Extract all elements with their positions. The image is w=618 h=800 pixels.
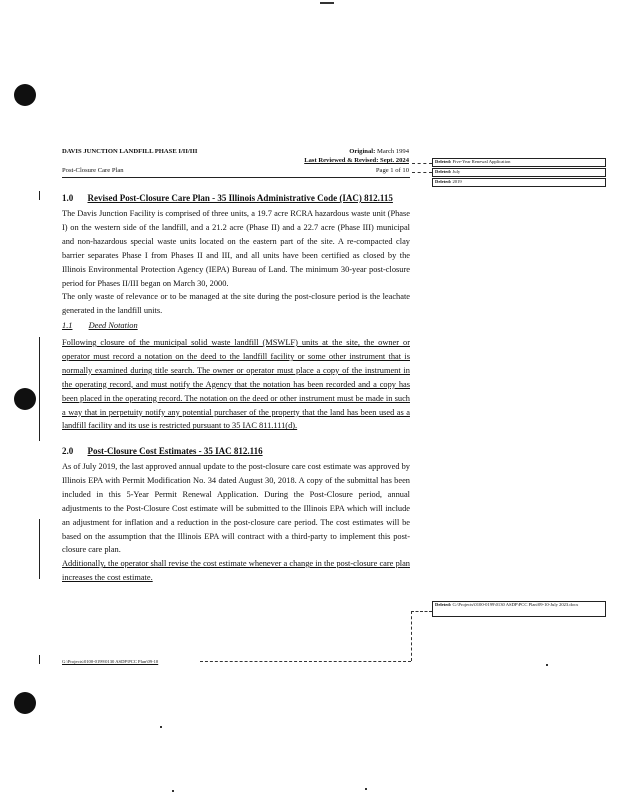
scan-speck	[365, 788, 367, 790]
comment-balloon: Deleted: G:\Projects\0100-0199\0130 ASDP\PCC Plan\09-10-July 2023.docx	[432, 601, 606, 617]
change-bar	[39, 519, 40, 579]
subsection-1-1-heading	[62, 321, 138, 330]
comment-leader	[412, 172, 432, 173]
section-2-heading	[62, 446, 263, 456]
section-2-paragraph-2: Additionally, the operator shall revise the cost estimate whenever a change in the post-closure care plan increases the cost estimate.	[62, 559, 410, 582]
section-title: Post-Closure Cost Estimates - 35 IAC 812.116	[87, 446, 263, 456]
subsection-title: Deed Notation	[88, 321, 138, 330]
scan-speck	[172, 790, 174, 792]
change-bar	[39, 191, 40, 200]
deed-notation-paragraph: Following closure of the municipal solid waste landfill (MSWLF) units at the site, the owner or operator must record a notation on the deed to the landfill facility or some other instrument that is normally examined during title search. The owner or operator must place a copy of the instrument in the operating record, and must notify the Agency that the notation has been recorded and a copy has been placed in the operating record. The notation on the deed or other instrument must be made in such a way that in perpetuity notify any potential purchaser of the property that the land has been used as a landfill facility and its use is restricted pursuant to 35 IAC 811.111(d).	[62, 338, 410, 431]
punch-hole-top	[14, 84, 36, 106]
section-title: Revised Post-Closure Care Plan - 35 Illinois Administrative Code (IAC) 812.115	[87, 193, 393, 203]
revised-date: Last Reviewed & Revised: Sept. 2024	[304, 157, 409, 164]
comment-balloon: Deleted: 2019	[432, 178, 606, 187]
scan-speck	[160, 726, 162, 728]
original-label: Original:	[349, 148, 376, 155]
footer-file-path: G:\Projects\0100-0199\0130 ASDP\PCC Plan\09-10	[62, 659, 159, 664]
comment-balloon: Deleted: July	[432, 168, 606, 177]
change-bar	[39, 655, 40, 664]
page-number: Page 1 of 10	[375, 167, 409, 174]
section-number: 1.0	[62, 193, 74, 203]
section-1-paragraph-2: The only waste of relevance or to be managed at the site during the post-closure period is the leachate generated in the landfill units.	[62, 292, 410, 315]
original-date-line	[340, 148, 409, 156]
section-number: 2.0	[62, 446, 74, 456]
comment-leader-vertical	[411, 611, 412, 661]
comment-leader	[412, 163, 432, 164]
subsection-number: 1.1	[62, 321, 73, 330]
punch-hole-bottom	[14, 692, 36, 714]
comment-leader	[411, 611, 432, 612]
original-date: March 1994	[376, 148, 409, 155]
footer-leader	[200, 661, 411, 662]
header-rule	[62, 177, 410, 178]
scan-speck	[546, 664, 548, 666]
scan-speck	[320, 2, 334, 4]
section-2-paragraph-1: As of July 2019, the last approved annual update to the post-closure care cost estimate was approved by Illinois EPA with Permit Modification No. 34 dated August 30, 2018. A copy of the submittal has been included in this 5-Year Permit Renewal Application. During the Post-Closure period, annual adjustments to the Post-Closure Cost estimate will be submitted to the Illinois EPA which will include an adjustment for inflation and a reduction in the post-closure care period. The cost estimates will be based on the assumption that the Illinois EPA will contract with a third-party to implement this post-closure care plan.	[62, 462, 410, 555]
section-1-paragraph-1: The Davis Junction Facility is comprised of three units, a 19.7 acre RCRA hazardous waste unit (Phase I) on the western side of the landfill, and a 21.2 acre (Phase II) and a 22.7 acre (Phase III) municipal and non-hazardous special waste units located on the eastern part of the site. A re-compacted clay barrier separates Phase I from Phases II and III, and all units have been certified as closed by the Illinois Environmental Protection Agency (IEPA) Bureau of Land. The minimum 30-year post-closure period for Phases II/III began on March 30, 2000.	[62, 209, 410, 288]
punch-hole-middle	[14, 388, 36, 410]
change-bar	[39, 337, 40, 441]
facility-name: DAVIS JUNCTION LANDFILL PHASE I/II/III	[62, 148, 198, 155]
comment-balloon: Deleted: Five-Year Renewal Application	[432, 158, 606, 167]
document-title: Post-Closure Care Plan	[62, 167, 124, 174]
section-1-heading	[62, 193, 393, 203]
